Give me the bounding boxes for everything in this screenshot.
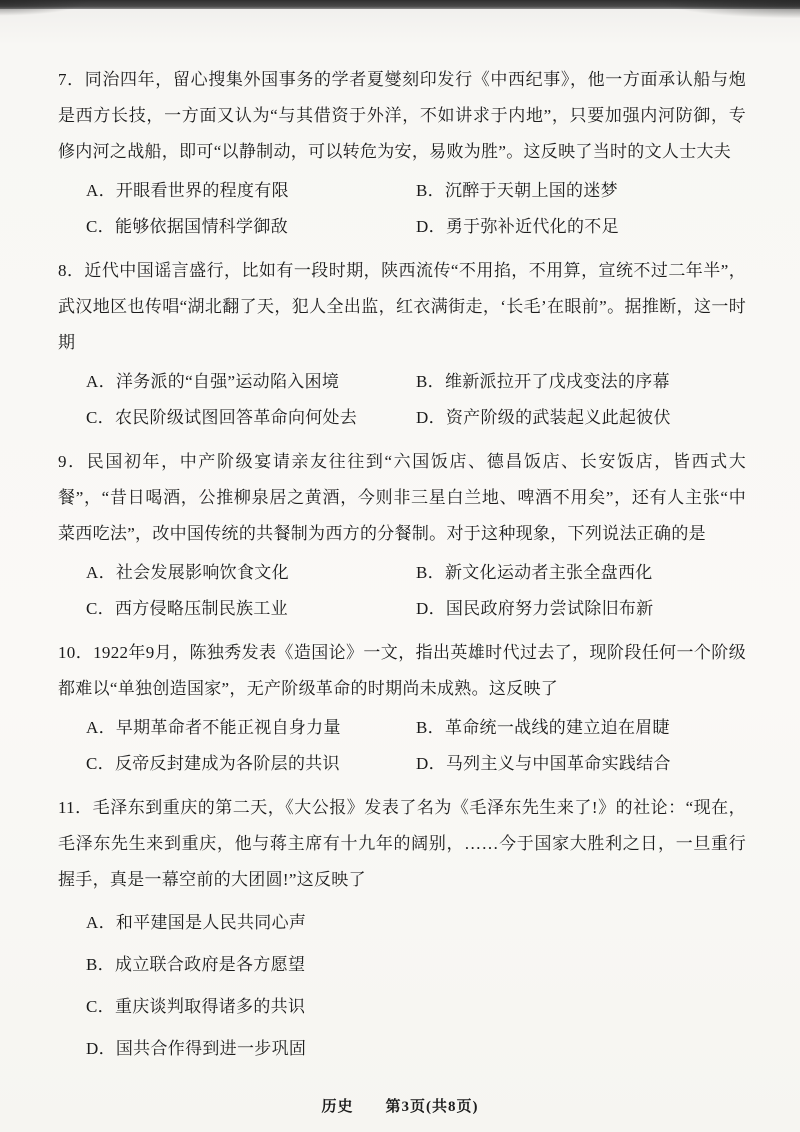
question-9-option-d: D．国民政府努力尝试除旧布新: [416, 599, 654, 618]
question-11-stem: 11．毛泽东到重庆的第二天，《大公报》发表了名为《毛泽东先生来了!》的社论：“现在，毛泽东先生来到重庆，他与蒋主席有十九年的阔别，……今于国家大胜利之日，一旦重行握手，真是一幕空前的大团圆!”这反映了: [58, 798, 746, 889]
question-11-option-b: B．成立联合政府是各方愿望: [86, 955, 306, 974]
question-7-option-c: C．能够依据国情科学御敌: [86, 217, 288, 236]
question-10-option-d: D．马列主义与中国革命实践结合: [416, 754, 671, 773]
question-8: [58, 253, 746, 436]
question-8-option-c: C．农民阶级试图回答革命向何处去: [86, 408, 358, 427]
question-9-option-c: C．西方侵略压制民族工业: [86, 599, 288, 618]
question-10-stem: 10．1922年9月，陈独秀发表《造国论》一文，指出英雄时代过去了，现阶段任何一个阶级都难以“单独创造国家”，无产阶级革命的时期尚未成熟。这反映了: [58, 643, 746, 698]
question-10: [58, 635, 746, 782]
question-11-options: [58, 902, 746, 1070]
question-10-options: [58, 710, 746, 782]
question-11-option-d: D．国共合作得到进一步巩固: [86, 1039, 307, 1058]
question-8-stem: 8．近代中国谣言盛行，比如有一段时期，陕西流传“不用掐，不用算，宣统不过二年半”，武汉地区也传唱“湖北翻了天，犯人全出监，红衣满街走，‘长毛’在眼前”。据推断，这一时期: [58, 261, 746, 352]
page-footer: 历史 第3页(共8页): [321, 1099, 479, 1115]
question-8-option-d: D．资产阶级的武装起义此起彼伏: [416, 408, 671, 427]
question-10-option-a: A．早期革命者不能正视自身力量: [86, 718, 341, 737]
question-10-option-c: C．反帝反封建成为各阶层的共识: [86, 754, 340, 773]
question-10-option-b: B．革命统一战线的建立迫在眉睫: [416, 718, 670, 737]
question-9: [58, 444, 746, 627]
question-7-option-b: B．沉醉于天朝上国的迷梦: [416, 181, 618, 200]
question-11-option-a: A．和平建国是人民共同心声: [86, 913, 307, 932]
question-9-option-b: B．新文化运动者主张全盘西化: [416, 563, 653, 582]
question-8-option-b: B．维新派拉开了戊戌变法的序幕: [416, 372, 670, 391]
question-9-option-a: A．社会发展影响饮食文化: [86, 563, 289, 582]
question-8-option-a: A．洋务派的“自强”运动陷入困境: [86, 372, 340, 391]
question-7-option-d: D．勇于弥补近代化的不足: [416, 217, 619, 236]
question-7-stem: 7．同治四年，留心搜集外国事务的学者夏燮刻印发行《中西纪事》，他一方面承认船与炮是西方长技，一方面又认为“与其借资于外洋，不如讲求于内地”，只要加强内河防御，专修内河之战船，即可“以静制动，可以转危为安，易败为胜”。这反映了当时的文人士大夫: [58, 70, 746, 161]
question-8-options: [58, 364, 746, 436]
question-7: [58, 62, 746, 245]
question-9-options: [58, 555, 746, 627]
question-9-stem: 9．民国初年，中产阶级宴请亲友往往到“六国饭店、德昌饭店、长安饭店，皆西式大餐”，“昔日喝酒，公推柳泉居之黄酒，今则非三星白兰地、啤酒不用矣”，还有人主张“中菜西吃法”，改中国传统的共餐制为西方的分餐制。对于这种现象，下列说法正确的是: [58, 452, 746, 543]
question-7-options: [58, 173, 746, 245]
question-11-option-c: C．重庆谈判取得诸多的共识: [86, 997, 306, 1016]
question-11: [58, 790, 746, 1070]
question-7-option-a: A．开眼看世界的程度有限: [86, 181, 289, 200]
